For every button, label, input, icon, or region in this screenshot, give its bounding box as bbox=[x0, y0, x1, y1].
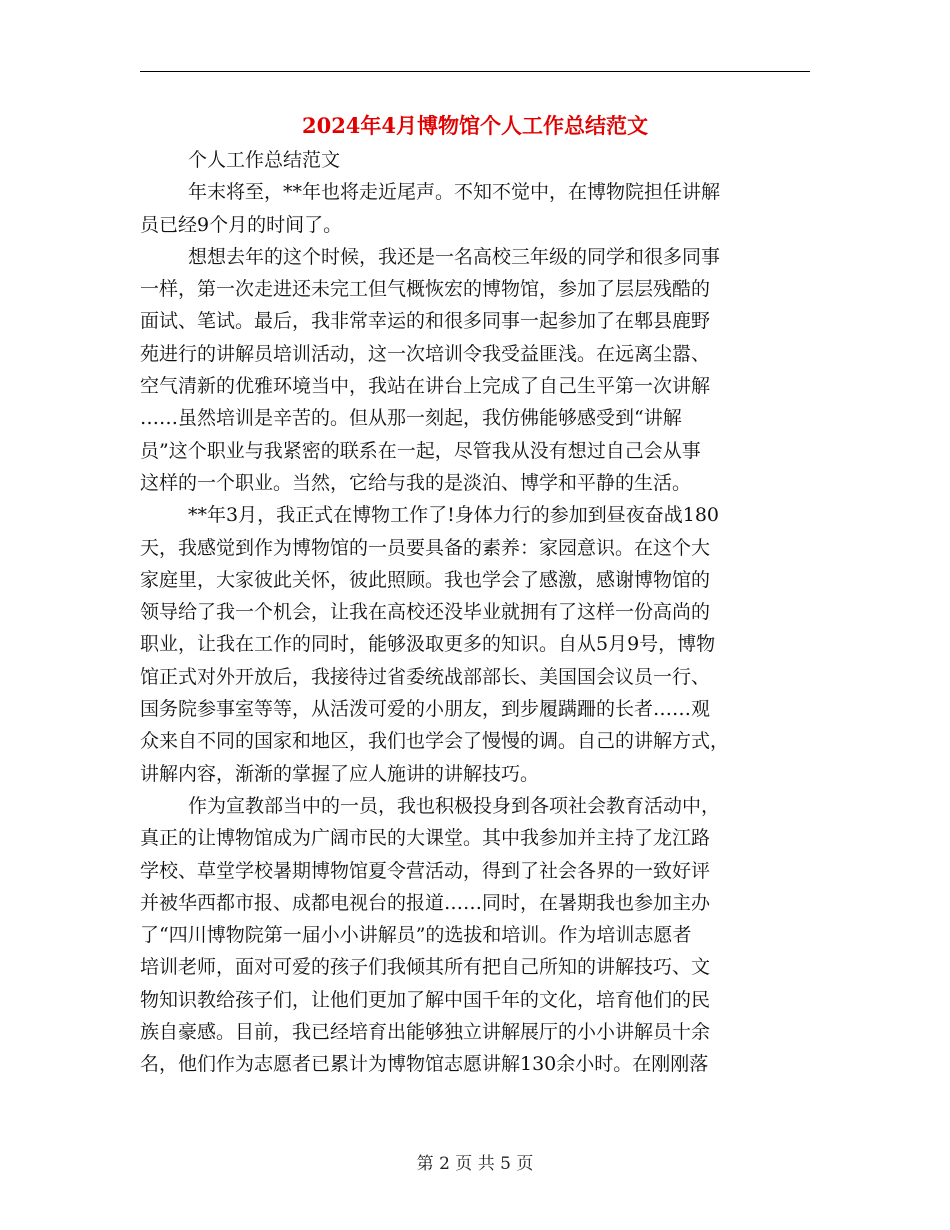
paragraph-line: **年3月，我正式在博物工作了!身体力行的参加到昼夜奋战180 bbox=[188, 504, 719, 527]
header-rule bbox=[140, 71, 810, 72]
paragraph-line: 真正的让博物馆成为广阔市民的大课堂。其中我参加并主持了龙江路 bbox=[140, 827, 711, 850]
document-body bbox=[140, 144, 810, 1081]
paragraph-line: 家庭里，大家彼此关怀，彼此照顾。我也学会了感激，感谢博物馆的 bbox=[140, 568, 711, 591]
document-title: 2024年4月博物馆个人工作总结范文 bbox=[301, 113, 649, 138]
paragraph-line: 这样的一个职业。当然，它给与我的是淡泊、博学和平静的生活。 bbox=[140, 471, 692, 494]
paragraph-line: 苑进行的讲解员培训活动，这一次培训令我受益匪浅。在远离尘嚣、 bbox=[140, 342, 711, 365]
paragraph-line: 馆正式对外开放后，我接待过省委统战部部长、美国国会议员一行、 bbox=[140, 665, 711, 688]
paragraph-line: 学校、草堂学校暑期博物馆夏令营活动，得到了社会各界的一致好评 bbox=[140, 859, 711, 882]
paragraph-line: 讲解内容，渐渐的掌握了应人施讲的讲解技巧。 bbox=[140, 762, 540, 785]
paragraph-line: 作为宣教部当中的一员，我也积极投身到各项社会教育活动中， bbox=[188, 794, 721, 817]
paragraph-line: 名，他们作为志愿者已累计为博物馆志愿讲解130余小时。在刚刚落 bbox=[140, 1053, 709, 1076]
paragraph-line: 面试、笔试。最后，我非常幸运的和很多同事一起参加了在郫县鹿野 bbox=[140, 310, 711, 333]
paragraph-line: 了“四川博物院第一届小小讲解员”的选拔和培训。作为培训志愿者 bbox=[140, 924, 692, 947]
paragraph-line: 众来自不同的国家和地区，我们也学会了慢慢的调。自己的讲解方式， bbox=[140, 730, 730, 753]
paragraph-line: 空气清新的优雅环境当中，我站在讲台上完成了自己生平第一次讲解 bbox=[140, 375, 711, 398]
paragraph-line: 族自豪感。目前，我已经培育出能够独立讲解展厅的小小讲解员十余 bbox=[140, 1021, 711, 1044]
paragraph-line: 领导给了我一个机会，让我在高校还没毕业就拥有了这样一份高尚的 bbox=[140, 601, 711, 624]
paragraph-line: 职业，让我在工作的同时，能够汲取更多的知识。自从5月9号，博物 bbox=[140, 633, 716, 656]
paragraph-line: 物知识教给孩子们，让他们更加了解中国千年的文化，培育他们的民 bbox=[140, 988, 711, 1011]
paragraph-line: 并被华西都市报、成都电视台的报道……同时，在暑期我也参加主办 bbox=[140, 891, 711, 914]
paragraph-line: 培训老师，面对可爱的孩子们我倾其所有把自己所知的讲解技巧、文 bbox=[140, 956, 711, 979]
subtitle-line: 个人工作总结范文 bbox=[188, 149, 341, 171]
paragraph-line: ……虽然培训是辛苦的。但从那一刻起，我仿佛能够感受到“讲解 bbox=[140, 407, 682, 430]
page-number: 第 2 页 共 5 页 bbox=[416, 1154, 534, 1174]
paragraph-line: 年末将至，**年也将走近尾声。不知不觉中，在博物院担任讲解 bbox=[188, 181, 721, 204]
paragraph-line: 员已经9个月的时间了。 bbox=[140, 213, 343, 236]
paragraph-line: 国务院参事室等等，从活泼可爱的小朋友，到步履蹒跚的长者……观 bbox=[140, 698, 711, 721]
paragraph-line: 天，我感觉到作为博物馆的一员要具备的素养：家园意识。在这个大 bbox=[140, 536, 711, 559]
paragraph-line: 员”这个职业与我紧密的联系在一起，尽管我从没有想过自己会从事 bbox=[140, 439, 701, 462]
paragraph-line: 一样，第一次走进还未完工但气概恢宏的博物馆，参加了层层残酷的 bbox=[140, 278, 711, 301]
paragraph-line: 想想去年的这个时候，我还是一名高校三年级的同学和很多同事 bbox=[188, 245, 721, 268]
